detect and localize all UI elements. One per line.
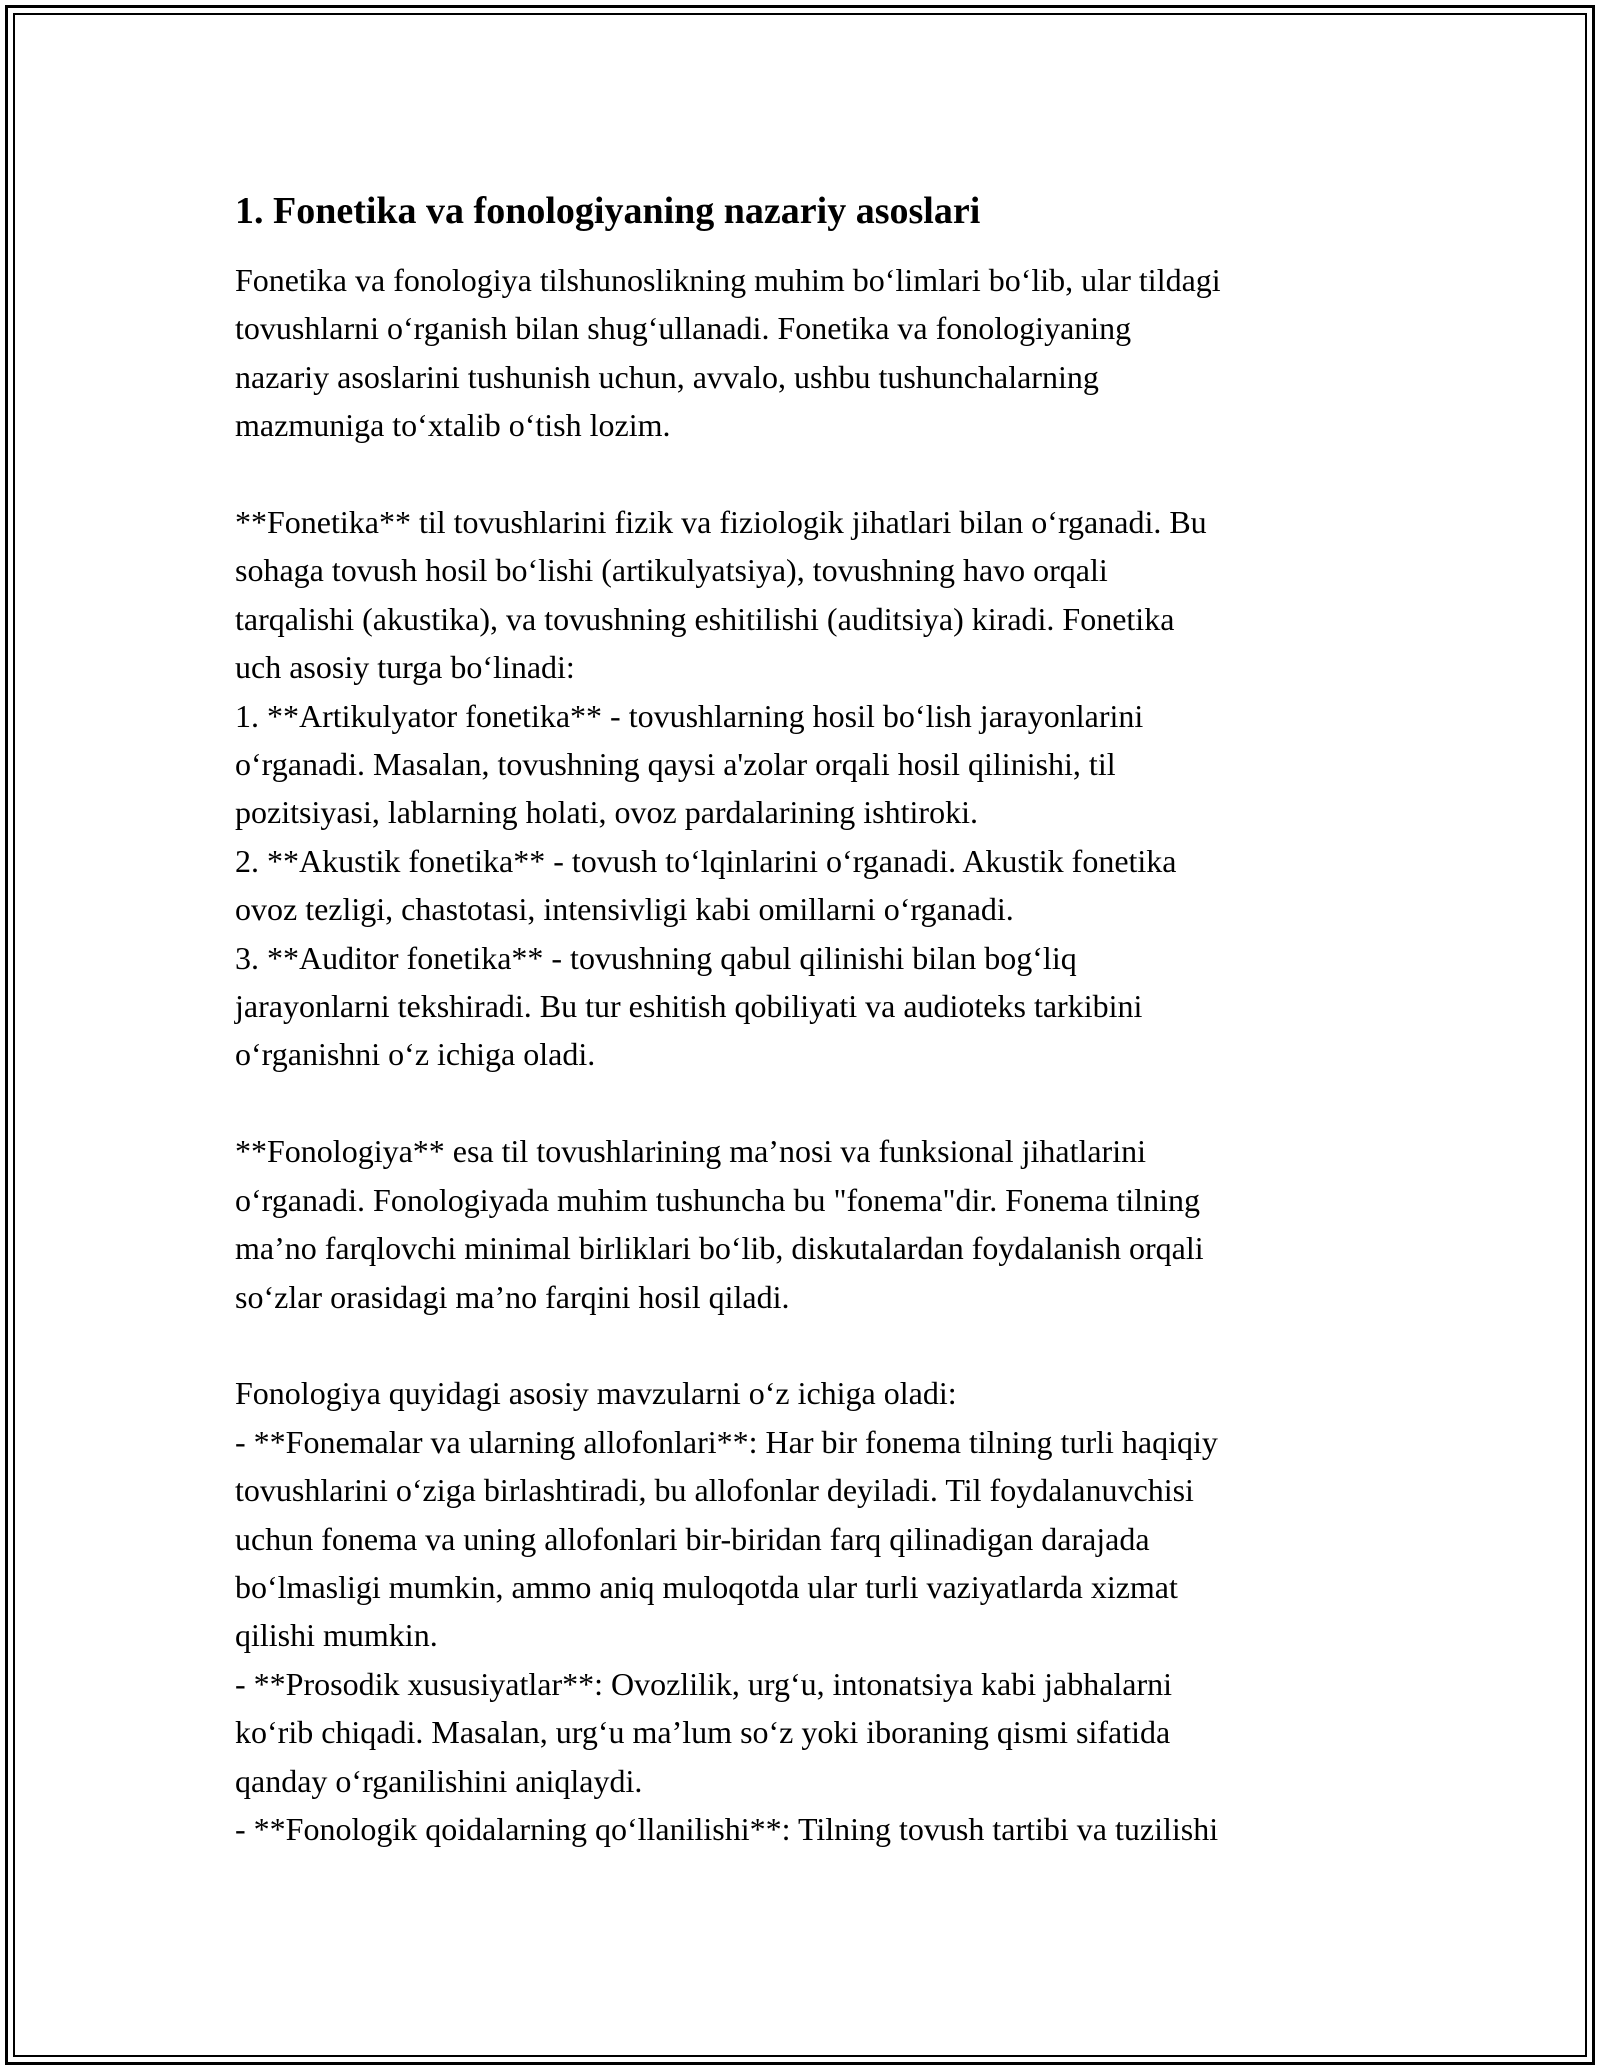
- text-line: **Fonetika** til tovushlarini fizik va fiziologik jihatlari bilan o‘rganadi. Bu: [235, 504, 1207, 541]
- text-line: nazariy asoslarini tushunish uchun, avvalo, ushbu tushunchalarning: [235, 358, 1099, 395]
- list-item-line: 2. **Akustik fonetika** - tovush to‘lqinlarini o‘rganadi. Akustik fonetika: [235, 842, 1177, 879]
- text-line: o‘rganishni o‘z ichiga oladi.: [235, 1036, 596, 1073]
- text-line: mazmuniga to‘xtalib o‘tish lozim.: [235, 407, 671, 444]
- section-heading: 1. Fonetika va fonologiyaning nazariy asoslari: [235, 190, 981, 232]
- text-line: ko‘rib chiqadi. Masalan, urg‘u ma’lum so‘z yoki iboraning qismi sifatida: [235, 1714, 1171, 1751]
- text-line: sohaga tovush hosil bo‘lishi (artikulyatsiya), tovushning havo orqali: [235, 552, 1108, 589]
- text-line: jarayonlarni tekshiradi. Bu tur eshitish qobiliyati va audioteks tarkibini: [235, 988, 1143, 1025]
- document-body: [235, 186, 1415, 1902]
- list-item-line: 1. **Artikulyator fonetika** - tovushlarning hosil bo‘lish jarayonlarini: [235, 697, 1144, 734]
- text-line: so‘zlar orasidagi ma’no farqini hosil qiladi.: [235, 1278, 790, 1315]
- text-line: Fonetika va fonologiya tilshunoslikning muhim bo‘limlari bo‘lib, ular tildagi: [235, 262, 1221, 298]
- list-item-line: 3. **Auditor fonetika** - tovushning qabul qilinishi bilan bog‘liq: [235, 939, 1077, 976]
- list-item-line: - **Fonologik qoidalarning qo‘llanilishi**: Tilning tovush tartibi va tuzilishi: [235, 1810, 1219, 1847]
- text-line: o‘rganadi. Fonologiyada muhim tushuncha bu "fonema"dir. Fonema tilning: [235, 1181, 1200, 1218]
- list-item-line: - **Prosodik xususiyatlar**: Ovozlilik, urg‘u, intonatsiya kabi jabhalarni: [235, 1665, 1173, 1702]
- text-line: ma’no farqlovchi minimal birliklari bo‘lib, diskutalardan foydalanish orqali: [235, 1230, 1204, 1267]
- text-line: o‘rganadi. Masalan, tovushning qaysi a'zolar orqali hosil qilinishi, til: [235, 746, 1116, 783]
- text-line: uchun fonema va uning allofonlari bir-biridan farq qilinadigan darajada: [235, 1520, 1150, 1557]
- text-line: tarqalishi (akustika), va tovushning eshitilishi (auditsiya) kiradi. Fonetika: [235, 600, 1175, 637]
- text-line: pozitsiyasi, lablarning holati, ovoz pardalarining ishtiroki.: [235, 794, 978, 831]
- paragraph-fonetika: [235, 498, 1415, 1079]
- text-line: uch asosiy turga bo‘linadi:: [235, 649, 575, 686]
- text-line: qanday o‘rganilishini aniqlaydi.: [235, 1762, 643, 1799]
- paragraph-fonologiya: [235, 1127, 1415, 1321]
- text-line: tovushlarni o‘rganish bilan shug‘ullanadi. Fonetika va fonologiyaning: [235, 310, 1132, 347]
- list-item-line: - **Fonemalar va ularning allofonlari**: Har bir fonema tilning turli haqiqiy: [235, 1423, 1218, 1460]
- text-line: ovoz tezligi, chastotasi, intensivligi kabi omillarni o‘rganadi.: [235, 891, 1014, 928]
- text-line: bo‘lmasligi mumkin, ammo aniq muloqotda ular turli vaziyatlarda xizmat: [235, 1568, 1178, 1605]
- text-line: qilishi mumkin.: [235, 1617, 438, 1654]
- paragraph-intro: [235, 256, 1415, 450]
- text-line: **Fonologiya** esa til tovushlarining ma’nosi va funksional jihatlarini: [235, 1133, 1146, 1170]
- paragraph-fonologiya-topics: [235, 1369, 1415, 1853]
- text-line: Fonologiya quyidagi asosiy mavzularni o‘z ichiga oladi:: [235, 1375, 957, 1412]
- text-line: tovushlarini o‘ziga birlashtiradi, bu allofonlar deyiladi. Til foydalanuvchisi: [235, 1472, 1194, 1509]
